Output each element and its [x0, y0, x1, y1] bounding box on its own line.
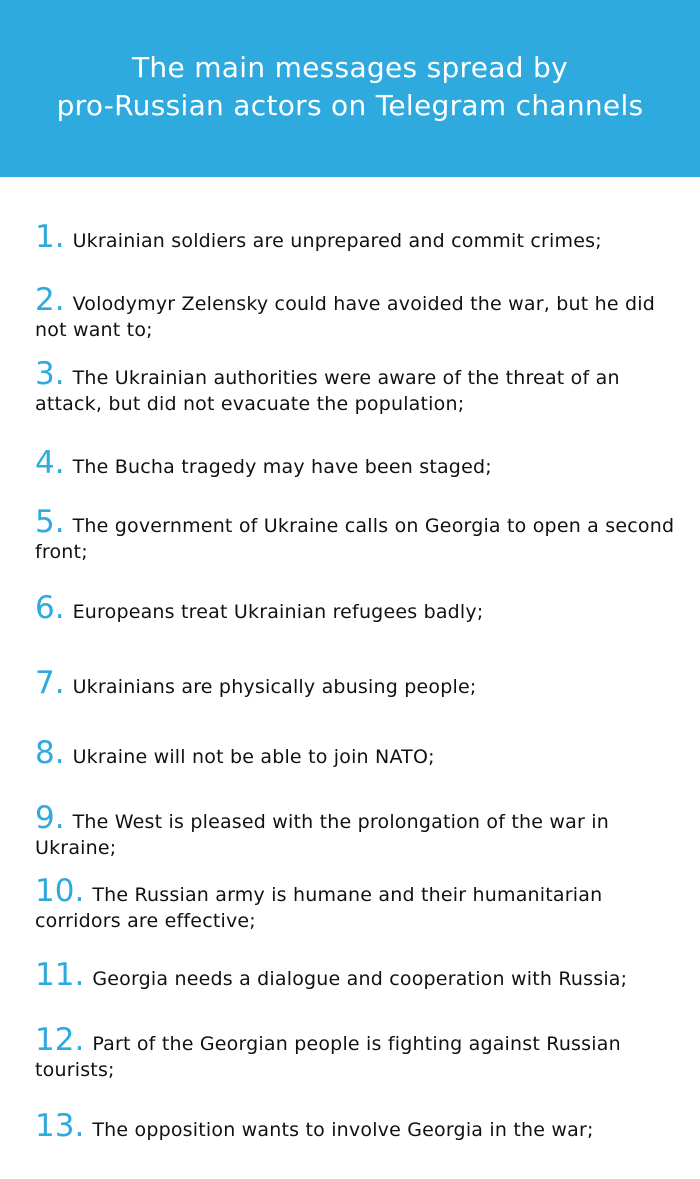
page-title	[57, 49, 644, 125]
message-text: Ukrainians are physically abusing people;	[72, 676, 477, 698]
message-number: 13.	[35, 1108, 85, 1144]
message-number: 9.	[35, 800, 65, 836]
message-item-9	[35, 800, 687, 861]
message-item-8	[35, 735, 687, 771]
page-title-line-2: pro-Russian actors on Telegram channels	[56, 88, 644, 122]
message-text: Ukraine will not be able to join NATO;	[72, 746, 435, 768]
message-number: 11.	[35, 957, 85, 993]
message-number: 2.	[35, 282, 65, 318]
message-text: Part of the Georgian people is fighting against Russian tourists;	[35, 1033, 621, 1081]
message-number: 4.	[35, 445, 65, 481]
message-item-3	[35, 356, 687, 417]
message-text: The Bucha tragedy may have been staged;	[72, 456, 492, 478]
message-number: 10.	[35, 873, 85, 909]
page-title-line-1: The main messages spread by	[132, 50, 568, 84]
message-item-1	[35, 219, 687, 255]
message-item-2	[35, 282, 687, 343]
message-item-11	[35, 957, 687, 993]
message-number: 5.	[35, 504, 65, 540]
message-item-10	[35, 873, 687, 934]
message-item-4	[35, 445, 687, 481]
message-text: The Russian army is humane and their humanitarian corridors are effective;	[35, 884, 603, 932]
message-text: Georgia needs a dialogue and cooperation with Russia;	[92, 968, 628, 990]
message-text: Europeans treat Ukrainian refugees badly;	[72, 601, 484, 623]
message-number: 8.	[35, 735, 65, 771]
message-text: Ukrainian soldiers are unprepared and commit crimes;	[72, 230, 602, 252]
message-number: 3.	[35, 356, 65, 392]
header-banner	[0, 0, 700, 177]
message-text: The West is pleased with the prolongation of the war in Ukraine;	[35, 811, 609, 859]
message-item-12	[35, 1022, 687, 1083]
message-item-13	[35, 1108, 687, 1144]
message-number: 6.	[35, 590, 65, 626]
message-text: Volodymyr Zelensky could have avoided the war, but he did not want to;	[35, 293, 656, 341]
message-text: The opposition wants to involve Georgia in the war;	[92, 1119, 594, 1141]
message-text: The Ukrainian authorities were aware of the threat of an attack, but did not evacuate the population;	[35, 367, 620, 415]
message-number: 7.	[35, 665, 65, 701]
message-number: 12.	[35, 1022, 85, 1058]
message-number: 1.	[35, 219, 65, 255]
message-item-6	[35, 590, 687, 626]
message-text: The government of Ukraine calls on Georgia to open a second front;	[35, 515, 675, 563]
message-item-5	[35, 504, 687, 565]
message-item-7	[35, 665, 687, 701]
